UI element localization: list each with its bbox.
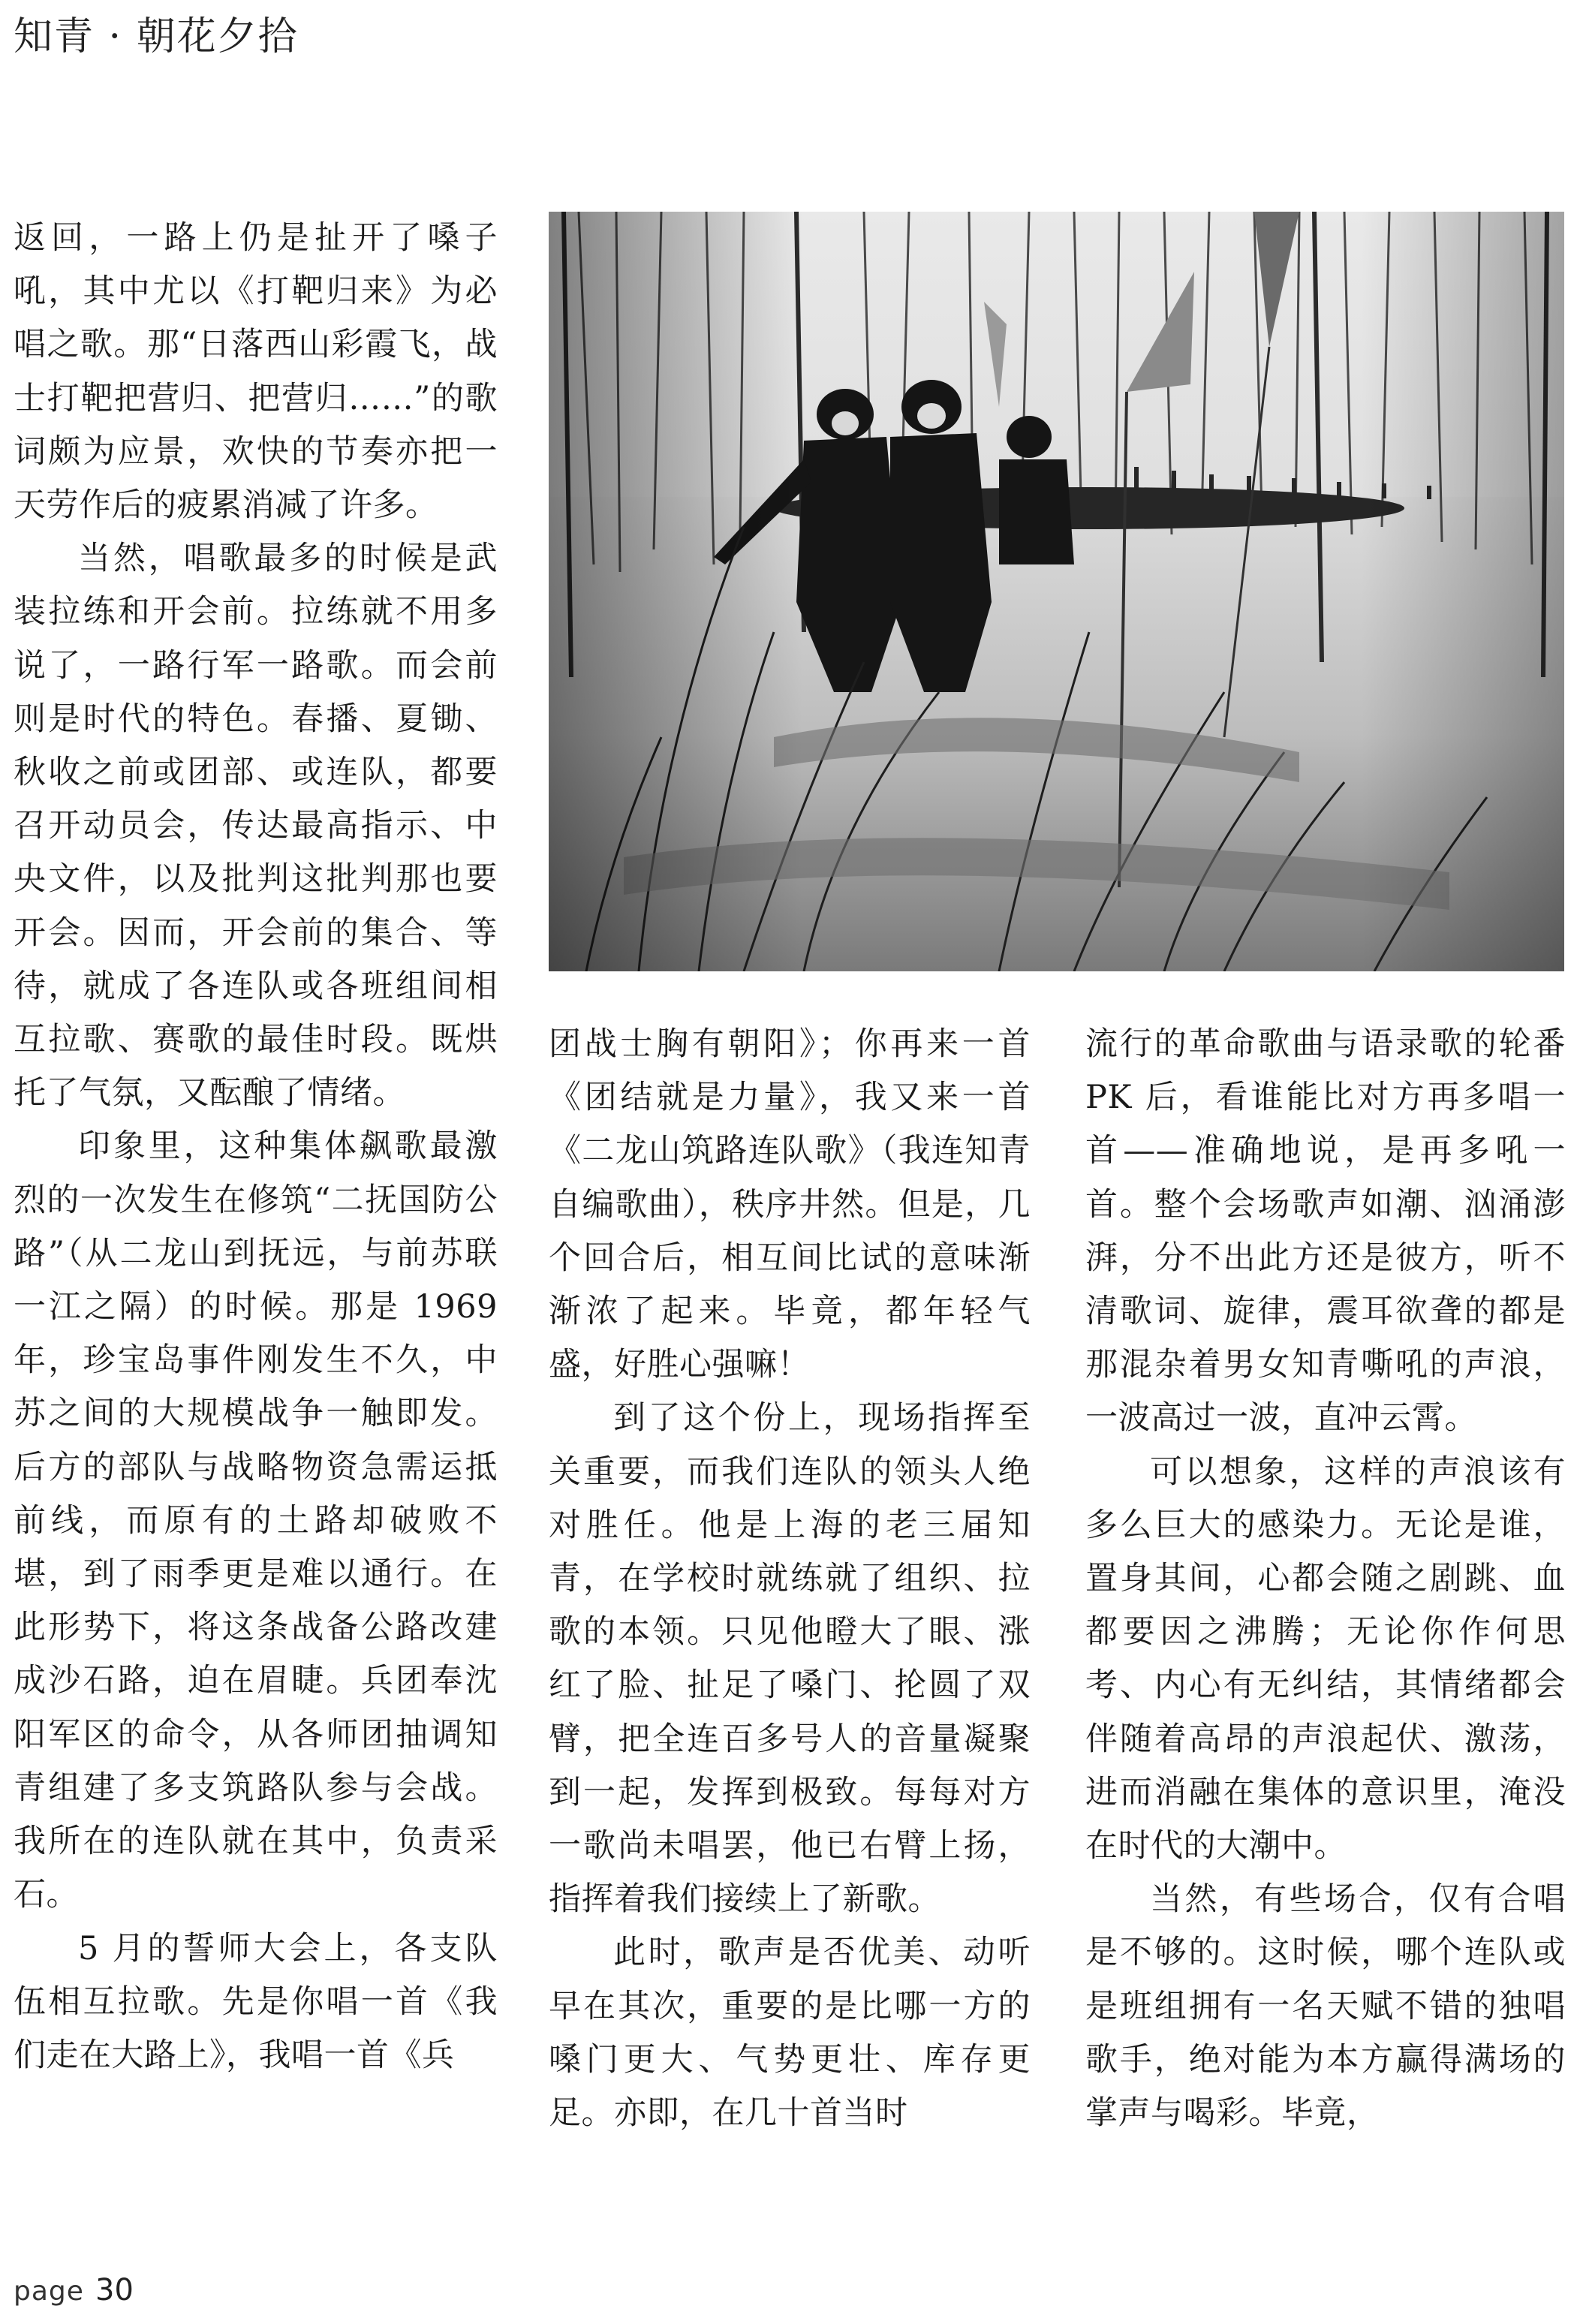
paragraph: 当然，有些场合，仅有合唱是不够的。这时候，哪个连队或是班组拥有一名天赋不错的独唱歌手，绝对能为本方赢得满场的掌声与喝彩。毕竟， xyxy=(1085,1880,1566,2133)
paragraph: 团战士胸有朝阳》；你再来一首《团结就是力量》，我又来一首《二龙山筑路连队歌》（我连知青自编歌曲），秩序井然。但是，几个回合后，相互间比试的意味渐渐浓了起来。毕竟，都年轻气盛，好胜心强嘛！ xyxy=(549,1025,1031,1384)
winter-march-photo xyxy=(549,212,1564,971)
page-label: page xyxy=(14,2276,84,2307)
text-column-right xyxy=(1085,1018,1566,2140)
paragraph: 此时，歌声是否优美、动听早在其次，重要的是比哪一方的嗓门更大、气势更壮、库存更足。亦即，在几十首当时 xyxy=(549,1934,1031,2133)
paragraph: 5 月的誓师大会上，各支队伍相互拉歌。先是你唱一首《我们走在大路上》，我唱一首《兵 xyxy=(14,1929,498,2074)
page-header-title: 知青 · 朝花夕拾 xyxy=(14,14,299,59)
paragraph: 流行的革命歌曲与语录歌的轮番 PK 后，看谁能比对方再多唱一首——准确地说，是再多吼一首。整个会场歌声如潮、汹涌澎湃，分不出此方还是彼方，听不清歌词、旋律，震耳欲聋的都是那混杂着男女知青嘶吼的声浪，一波高过一波，直冲云霄。 xyxy=(1085,1025,1566,1437)
paragraph: 当然，唱歌最多的时候是武装拉练和开会前。拉练就不用多说了，一路行军一路歌。而会前则是时代的特色。春播、夏锄、秋收之前或团部、或连队，都要召开动员会，传达最高指示、中央文件，以及批判这批判那也要开会。因而，开会前的集合、等待，就成了各连队或各班组间相互拉歌、赛歌的最佳时段。既烘托了气氛，又酝酿了情绪。 xyxy=(14,540,498,1112)
page-number: 30 xyxy=(95,2273,134,2307)
text-column-middle xyxy=(549,1018,1031,2140)
paragraph: 印象里，这种集体飙歌最激烈的一次发生在修筑“二抚国防公路”（从二龙山到抚远，与前苏联一江之隔）的时候。那是 1969 年，珍宝岛事件刚发生不久，中苏之间的大规模战争一触即发。后方的部队与战略物资急需运抵前线，而原有的土路却破败不堪，到了雨季更是难以通行。在此形势下，将这条战备公路改建成沙石路，迫在眉睫。兵团奉沈阳军区的命令，从各师团抽调知青组建了多支筑路队参与会战。我所在的连队就在其中，负责采石。 xyxy=(14,1127,498,1914)
paragraph: 到了这个份上，现场指挥至关重要，而我们连队的领头人绝对胜任。他是上海的老三届知青，在学校时就练就了组织、拉歌的本领。只见他瞪大了眼、涨红了脸、扯足了嗓门、抡圆了双臂，把全连百多号人的音量凝聚到一起，发挥到极致。每每对方一歌尚未唱罢，他已右臂上扬，指挥着我们接续上了新歌。 xyxy=(549,1399,1031,1919)
paragraph: 返回，一路上仍是扯开了嗓子吼，其中尤以《打靶归来》为必唱之歌。那“日落西山彩霞飞，战士打靶把营归、把营归……”的歌词颇为应景，欢快的节奏亦把一天劳作后的疲累消减了许多。 xyxy=(14,219,498,525)
paragraph: 可以想象，这样的声浪该有多么巨大的感染力。无论是谁，置身其间，心都会随之剧跳、血都要因之沸腾；无论你作何思考、内心有无纠结，其情绪都会伴随着高昂的声浪起伏、激荡，进而消融在集体的意识里，淹没在时代的大潮中。 xyxy=(1085,1452,1566,1865)
text-column-left xyxy=(14,212,498,2082)
page-footer xyxy=(14,2273,134,2307)
